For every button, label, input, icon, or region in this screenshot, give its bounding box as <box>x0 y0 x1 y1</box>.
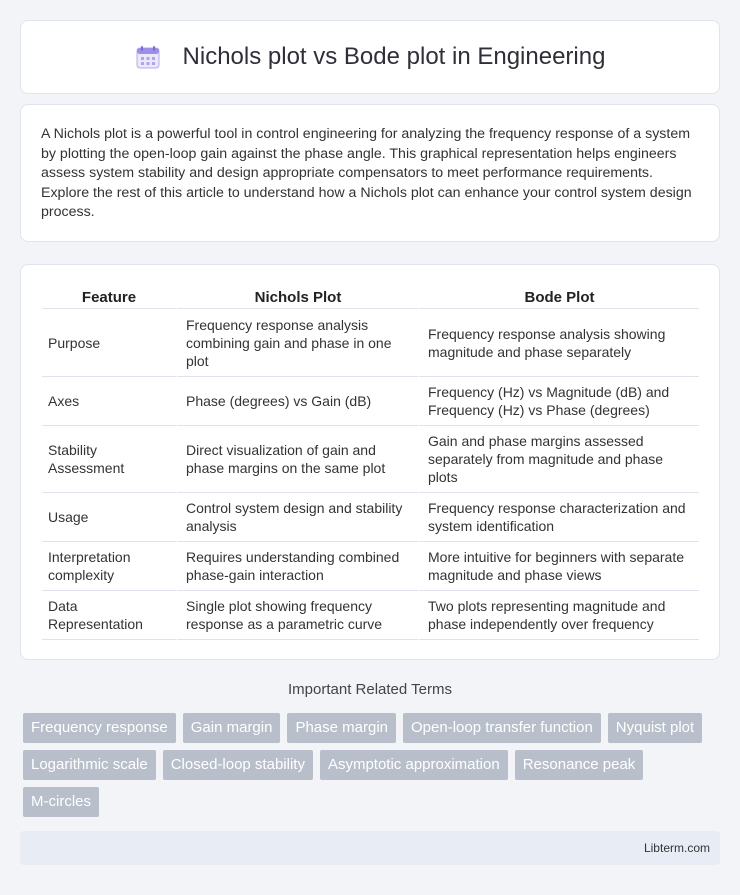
row-nichols: Frequency response analysis combining gain and phase in one plot <box>176 309 418 377</box>
footer-site-link[interactable]: Libterm.com <box>643 841 710 855</box>
term-tag[interactable]: M-circles <box>23 787 99 817</box>
related-terms-title: Important Related Terms <box>288 681 452 698</box>
header-feature: Feature <box>42 287 176 309</box>
term-tag[interactable]: Open-loop transfer function <box>403 713 601 743</box>
row-feature: Usage <box>42 493 176 542</box>
term-tag[interactable]: Gain margin <box>183 713 281 743</box>
footer <box>20 831 720 865</box>
row-feature: Stability Assessment <box>42 426 176 493</box>
page-title: Nichols plot vs Bode plot in Engineering <box>182 43 606 70</box>
row-nichols: Direct visualization of gain and phase margins on the same plot <box>176 426 418 493</box>
row-nichols: Single plot showing frequency response as a parametric curve <box>176 591 418 640</box>
term-tag[interactable]: Resonance peak <box>515 750 644 780</box>
table-row <box>42 591 699 640</box>
table-row <box>42 377 699 426</box>
term-tag[interactable]: Frequency response <box>23 713 176 743</box>
term-tag[interactable]: Asymptotic approximation <box>320 750 508 780</box>
row-bode: Frequency response analysis showing magnitude and phase separately <box>418 309 699 377</box>
row-nichols: Control system design and stability analysis <box>176 493 418 542</box>
row-bode: More intuitive for beginners with separate magnitude and phase views <box>418 542 699 591</box>
comparison-section <box>20 264 720 660</box>
table-row <box>42 542 699 591</box>
intro-section <box>20 104 720 242</box>
term-tag[interactable]: Closed-loop stability <box>163 750 313 780</box>
table-header-row <box>42 287 699 309</box>
term-tag[interactable]: Logarithmic scale <box>23 750 156 780</box>
row-bode: Frequency (Hz) vs Magnitude (dB) and Frequency (Hz) vs Phase (degrees) <box>418 377 699 426</box>
row-feature: Purpose <box>42 309 176 377</box>
page-header <box>20 20 720 94</box>
table-row <box>42 493 699 542</box>
table-row <box>42 309 699 377</box>
row-bode: Frequency response characterization and system identification <box>418 493 699 542</box>
row-feature: Interpretation complexity <box>42 542 176 591</box>
calendar-icon <box>135 44 161 70</box>
term-tag[interactable]: Nyquist plot <box>608 713 702 743</box>
header-nichols: Nichols Plot <box>176 287 418 309</box>
table-row <box>42 426 699 493</box>
term-tag[interactable]: Phase margin <box>287 713 396 743</box>
row-feature: Axes <box>42 377 176 426</box>
row-bode: Gain and phase margins assessed separately from magnitude and phase plots <box>418 426 699 493</box>
row-nichols: Phase (degrees) vs Gain (dB) <box>176 377 418 426</box>
header-bode: Bode Plot <box>418 287 699 309</box>
row-nichols: Requires understanding combined phase-gain interaction <box>176 542 418 591</box>
comparison-table <box>42 287 699 640</box>
row-bode: Two plots representing magnitude and phase independently over frequency <box>418 591 699 640</box>
intro-text: A Nichols plot is a powerful tool in control engineering for analyzing the frequency response of a system by plotting the open-loop gain against the phase angle. This graphical representation helps engineers assess system stability and design appropriate compensators to meet performance requirements. Explore the rest of this article to understand how a Nichols plot can enhance your control system design process. <box>41 126 692 220</box>
related-terms-list <box>23 713 723 824</box>
row-feature: Data Representation <box>42 591 176 640</box>
